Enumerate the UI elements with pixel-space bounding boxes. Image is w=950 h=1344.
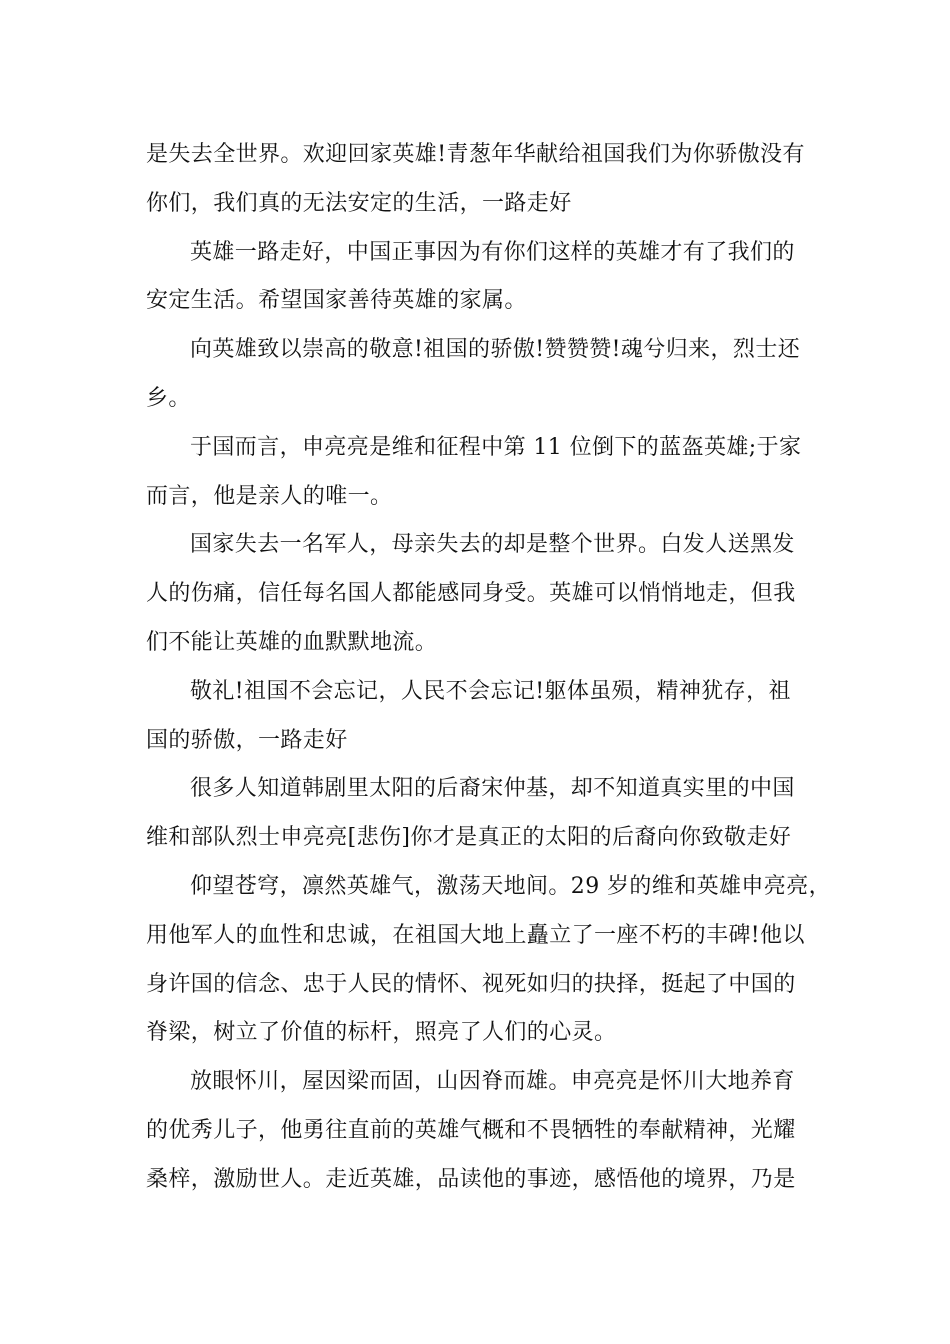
text-line: 而言，他是亲人的唯一。 (146, 483, 393, 509)
text-line: 安定生活。希望国家善待英雄的家属。 (146, 288, 527, 314)
text-line: 乡。 (146, 385, 191, 411)
text-line: 脊梁，树立了价值的标杆，照亮了人们的心灵。 (146, 1020, 617, 1046)
paragraph-first-line: 很多人知道韩剧里太阳的后裔宋仲基，却不知道真实里的中国 (190, 776, 795, 802)
paragraph-first-line: 于国而言，申亮亮是维和征程中第 11 位倒下的蓝盔英雄;于家 (190, 434, 802, 460)
text-line: 国的骄傲，一路走好 (146, 727, 348, 753)
text-line: 的优秀儿子，他勇往直前的英雄气概和不畏牺牲的奉献精神，光耀 (146, 1117, 796, 1143)
text-line: 身许国的信念、忠于人民的情怀、视死如归的抉择，挺起了中国的 (146, 971, 796, 997)
text-line: 人的伤痛，信任每名国人都能感同身受。英雄可以悄悄地走，但我 (146, 581, 796, 607)
text-line: 是失去全世界。欢迎回家英雄!青葱年华献给祖国我们为你骄傲没有 (146, 142, 805, 167)
paragraph-first-line: 敬礼!祖国不会忘记，人民不会忘记!躯体虽殒，精神犹存，祖 (190, 678, 791, 704)
text-line: 桑梓，激励世人。走近英雄，品读他的事迹，感悟他的境界，乃是 (146, 1166, 796, 1192)
paragraph-first-line: 仰望苍穹，凛然英雄气，激荡天地间。29 岁的维和英雄申亮亮， (190, 873, 831, 899)
paragraph-first-line: 放眼怀川，屋因梁而固，山因脊而雄。申亮亮是怀川大地养育 (190, 1069, 795, 1095)
text-line: 们不能让英雄的血默默地流。 (146, 629, 438, 655)
text-line: 你们，我们真的无法安定的生活，一路走好 (146, 190, 572, 216)
paragraph-first-line: 向英雄致以崇高的敬意!祖国的骄傲!赞赞赞!魂兮归来，烈士还 (190, 337, 801, 363)
text-line: 用他军人的血性和忠诚，在祖国大地上矗立了一座不朽的丰碑!他以 (146, 922, 805, 948)
paragraph-first-line: 英雄一路走好，中国正事因为有你们这样的英雄才有了我们的 (190, 239, 795, 265)
text-line: 维和部队烈士申亮亮[悲伤]你才是真正的太阳的后裔向你致敬走好 (146, 825, 792, 851)
body-text (146, 131, 831, 1205)
paragraph-first-line: 国家失去一名军人，母亲失去的却是整个世界。白发人送黑发 (190, 532, 795, 558)
